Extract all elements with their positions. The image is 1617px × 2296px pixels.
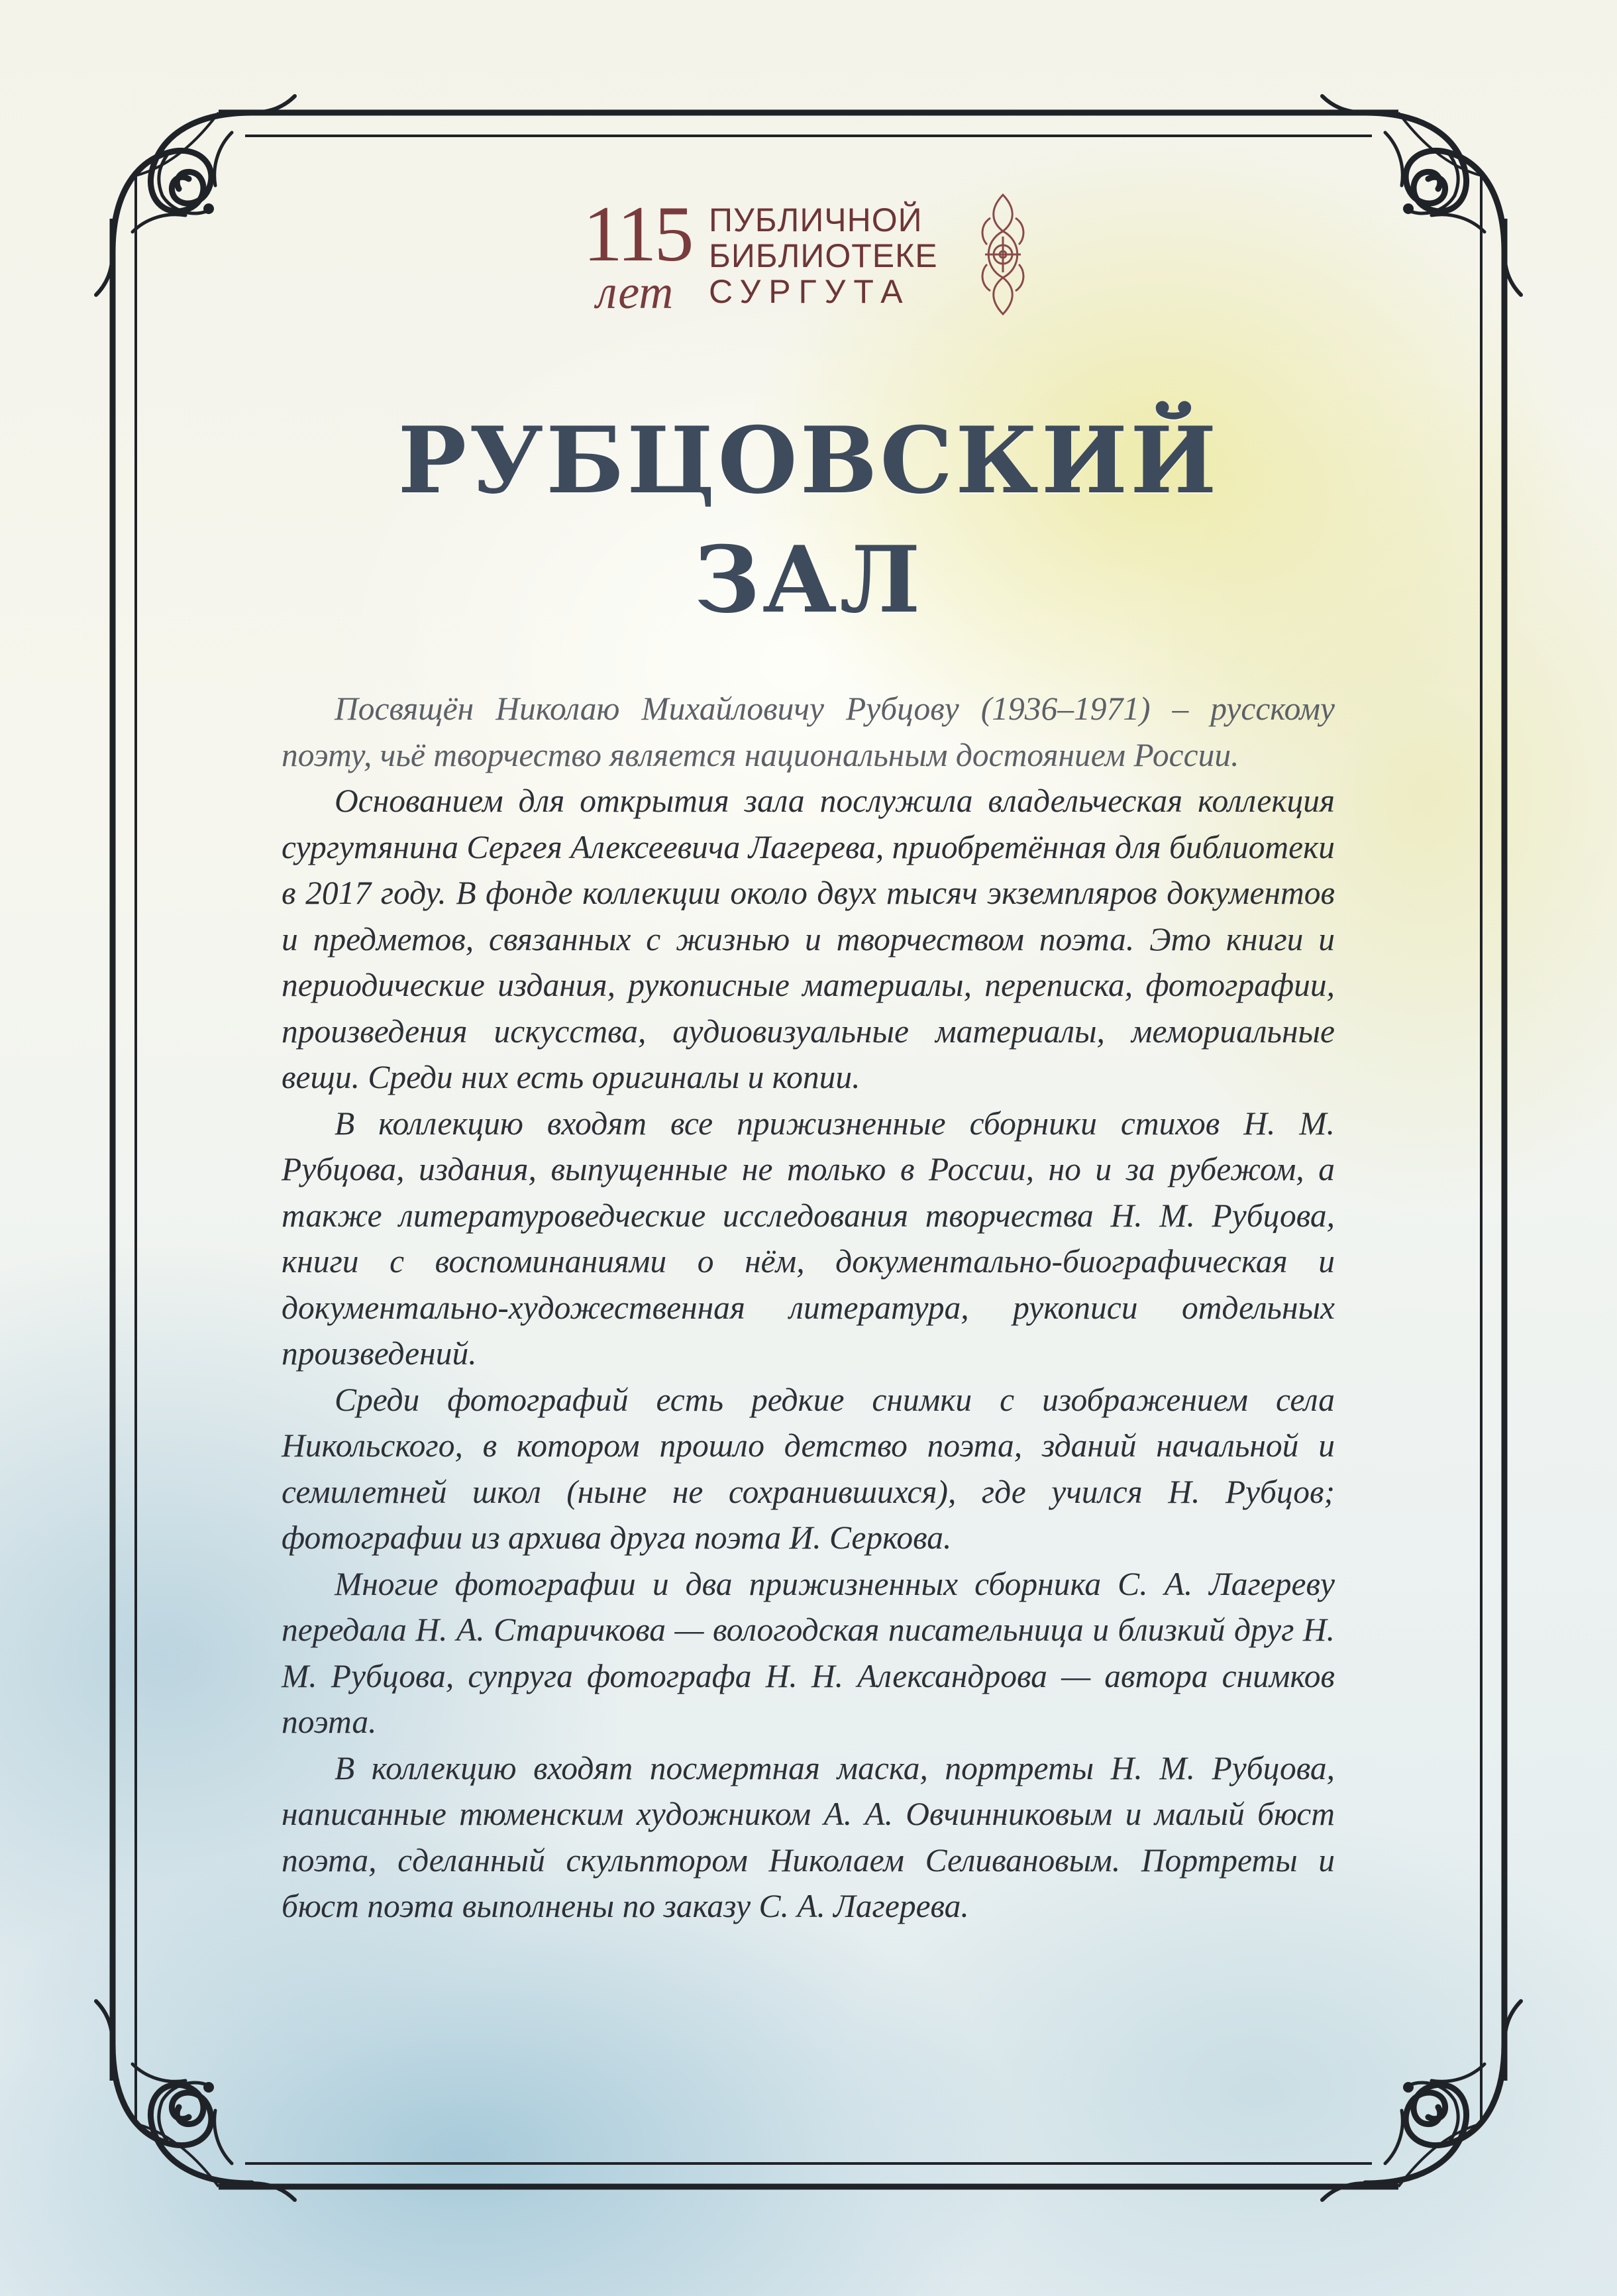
paragraph-memorial-items: В коллекцию входят посмертная маска, портреты Н. М. Рубцова, написанные тюменским художником А. А. Овчинниковым и малый бюст поэта, сделанный скульптором Николаем Селивановым. Портреты и бюст поэта выполнены по заказу С. А. Лагерева. bbox=[282, 1749, 1335, 1924]
corner-flourish-top-right-icon bbox=[1322, 96, 1521, 295]
logo-number: 115 bbox=[583, 190, 692, 278]
paragraph-photographs: Среди фотографий есть редкие снимки с изображением села Никольского, в котором прошло детство поэта, зданий начальной и семилетней школ (ныне не сохранившихся), где учился Н. Рубцов; фотографии из архива друга поэта И. Серкова. bbox=[282, 1381, 1335, 1556]
anniversary-logo bbox=[583, 189, 1033, 321]
page-title-line-2: ЗАЛ bbox=[694, 525, 923, 633]
logo-line-3: СУРГУТА bbox=[709, 273, 911, 310]
page-title-line-1: РУБЦОВСКИЙ bbox=[397, 406, 1220, 514]
paragraph-dedication: Посвящён Николаю Михайловичу Рубцову (1936–1971) – русскому поэту, чьё творчество является национальным достоянием России. bbox=[282, 690, 1335, 773]
logo-years-word: лет bbox=[596, 266, 674, 319]
corner-flourish-bottom-right-icon bbox=[1322, 2001, 1521, 2200]
corner-flourish-bottom-left-icon bbox=[96, 2001, 295, 2200]
corner-flourish-top-left-icon bbox=[96, 96, 295, 295]
paragraph-collection-origin: Основанием для открытия зала послужила владельческая коллекция сургутянина Сергея Алексеевича Лагерева, приобретённая для библиотеки в 2017 году. В фонде коллекции около двух тысяч экземпляров документов и предметов, связанных с жизнью и творчеством поэта. Это книги и периодические издания, рукописные материалы, переписка, фотографии, произведения искусства, аудиовизуальные материалы, мемориальные вещи. Среди них есть оригиналы и копии. bbox=[282, 783, 1335, 1095]
lace-ornament-icon bbox=[977, 191, 1029, 317]
paragraph-collection-contents: В коллекцию входят все прижизненные сборники стихов Н. М. Рубцова, издания, выпущенные не только в России, но и за рубежом, а также литературоведческие исследования творчества Н. М. Рубцова, книги с воспоминаниями о нём, документально-биографическая и документально-художественная литература, рукописи отдельных произведений. bbox=[282, 1105, 1335, 1372]
logo-line-2: БИБЛИОТЕКЕ bbox=[709, 237, 938, 274]
logo-line-1: ПУБЛИЧНОЙ bbox=[709, 201, 923, 239]
paragraph-donation: Многие фотографии и два прижизненных сборника С. А. Лагереву передала Н. А. Старичкова — вологодская писательница и близкий друг Н. М. Рубцова, супруга фотографа Н. Н. Александрова — автора снимков поэта. bbox=[282, 1565, 1335, 1740]
logo-text bbox=[709, 202, 947, 309]
body-text bbox=[282, 686, 1335, 1930]
